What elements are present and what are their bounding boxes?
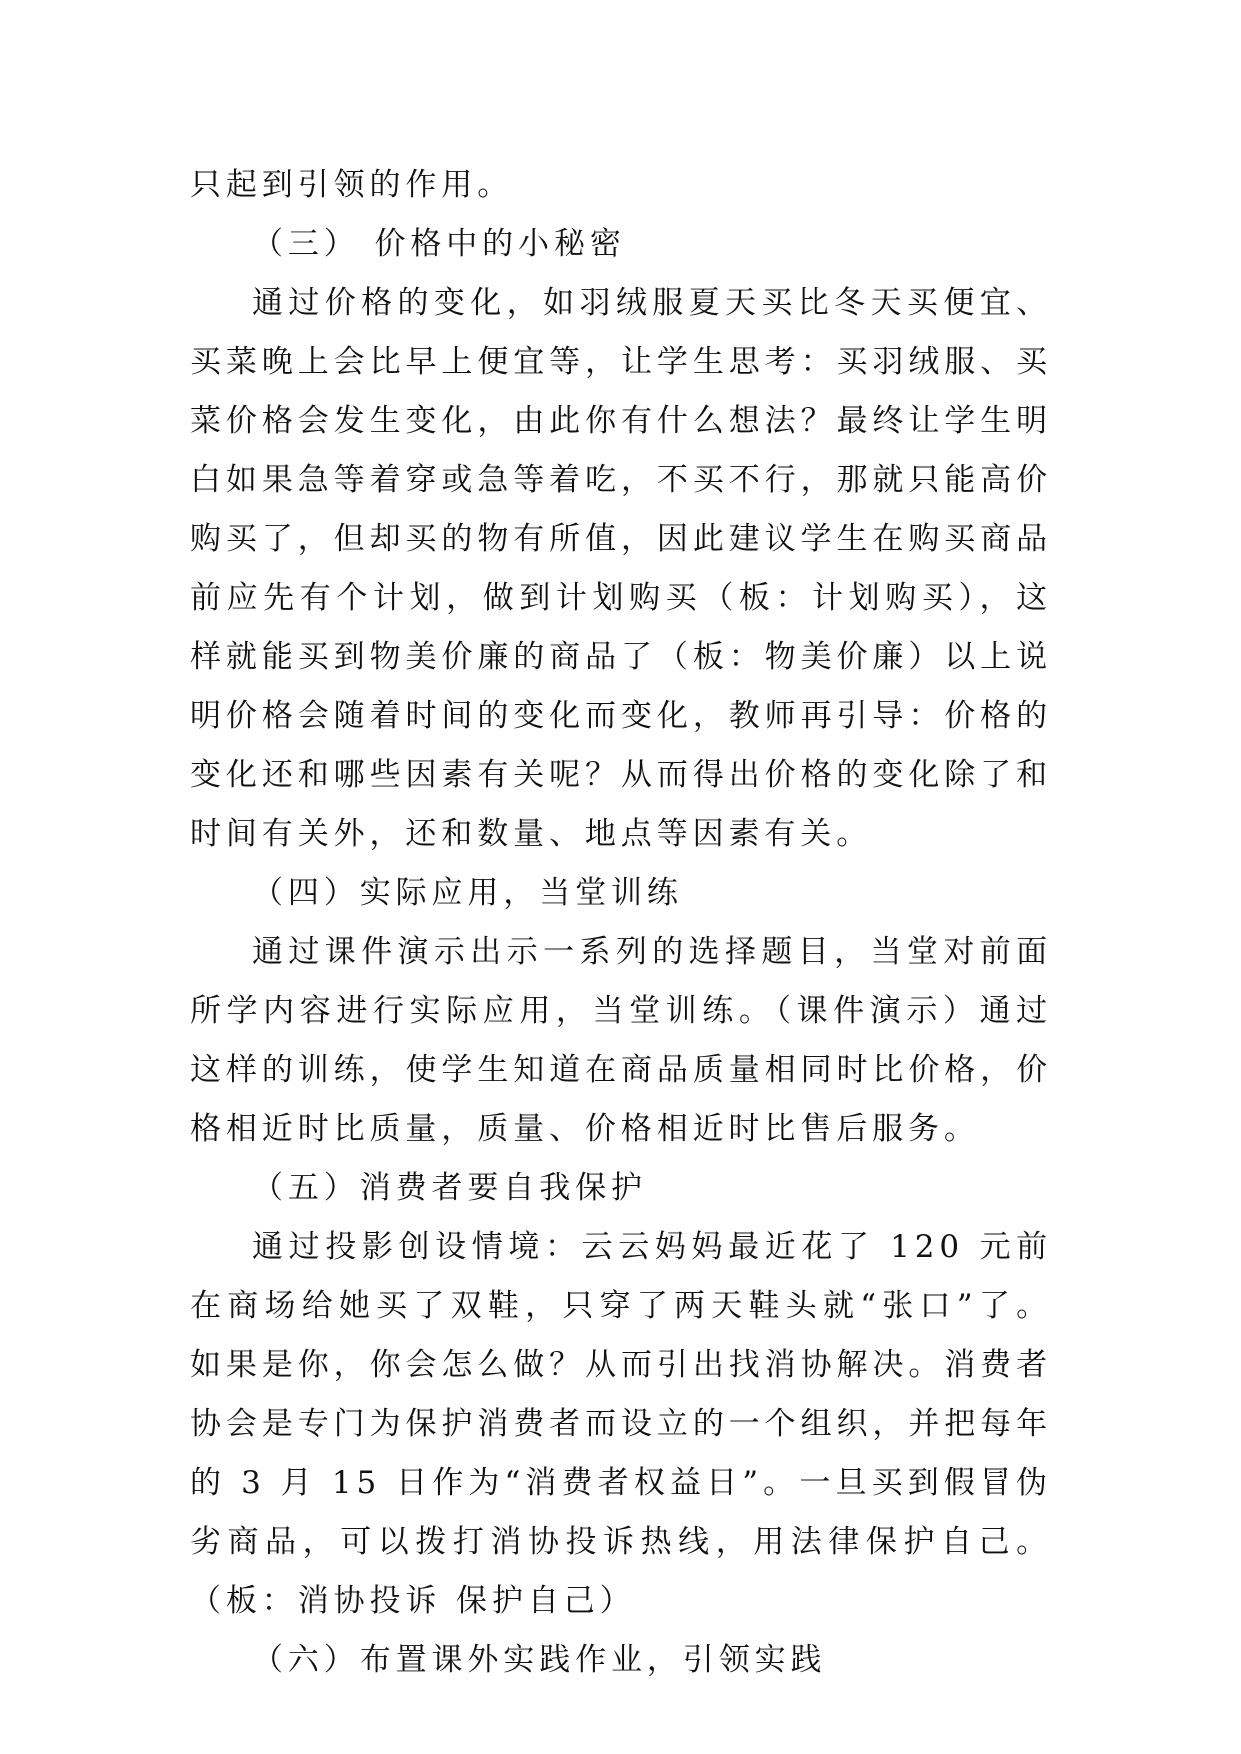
section-heading-5: （五）消费者要自我保护 <box>252 1170 647 1206</box>
section-heading-6: （六）布置课外实践作业，引领实践 <box>252 1642 827 1678</box>
section-heading-3: （三） 价格中的小秘密 <box>252 226 626 262</box>
paragraph-practice: 通过课件演示出示一系列的选择题目，当堂对前面所学内容进行实际应用，当堂训练。（课件演示）通过这样的训练，使学生知道在商品质量相同时比价格，价格相近时比质量，质量、价格相近时比售后服务。 <box>190 934 1052 1147</box>
section-heading-4: （四）实际应用，当堂训练 <box>252 875 683 911</box>
paragraph-consumer-protection: 通过投影创设情境：云云妈妈最近花了 120 元前在商场给她买了双鞋，只穿了两天鞋头就“张口”了。如果是你，你会怎么做？从而引出找消协解决。消费者协会是专门为保护消费者而设立的一个组织，并把每年的 3 月 15 日作为“消费者权益日”。一旦买到假冒伪劣商品，可以拨打消协投诉热线，用法律保护自己。（板：消协投诉 保护自己） <box>190 1229 1052 1619</box>
paragraph-continuation: 只起到引领的作用。 <box>190 167 514 203</box>
document-body <box>190 156 1052 1690</box>
paragraph-price-secrets: 通过价格的变化，如羽绒服夏天买比冬天买便宜、买菜晚上会比早上便宜等，让学生思考：买羽绒服、买菜价格会发生变化，由此你有什么想法？最终让学生明白如果急等着穿或急等着吃，不买不行，那就只能高价购买了，但却买的物有所值，因此建议学生在购买商品前应先有个计划，做到计划购买（板：计划购买），这样就能买到物美价廉的商品了（板：物美价廉）以上说明价格会随着时间的变化而变化，教师再引导：价格的变化还和哪些因素有关呢？从而得出价格的变化除了和时间有关外，还和数量、地点等因素有关。 <box>190 285 1052 852</box>
